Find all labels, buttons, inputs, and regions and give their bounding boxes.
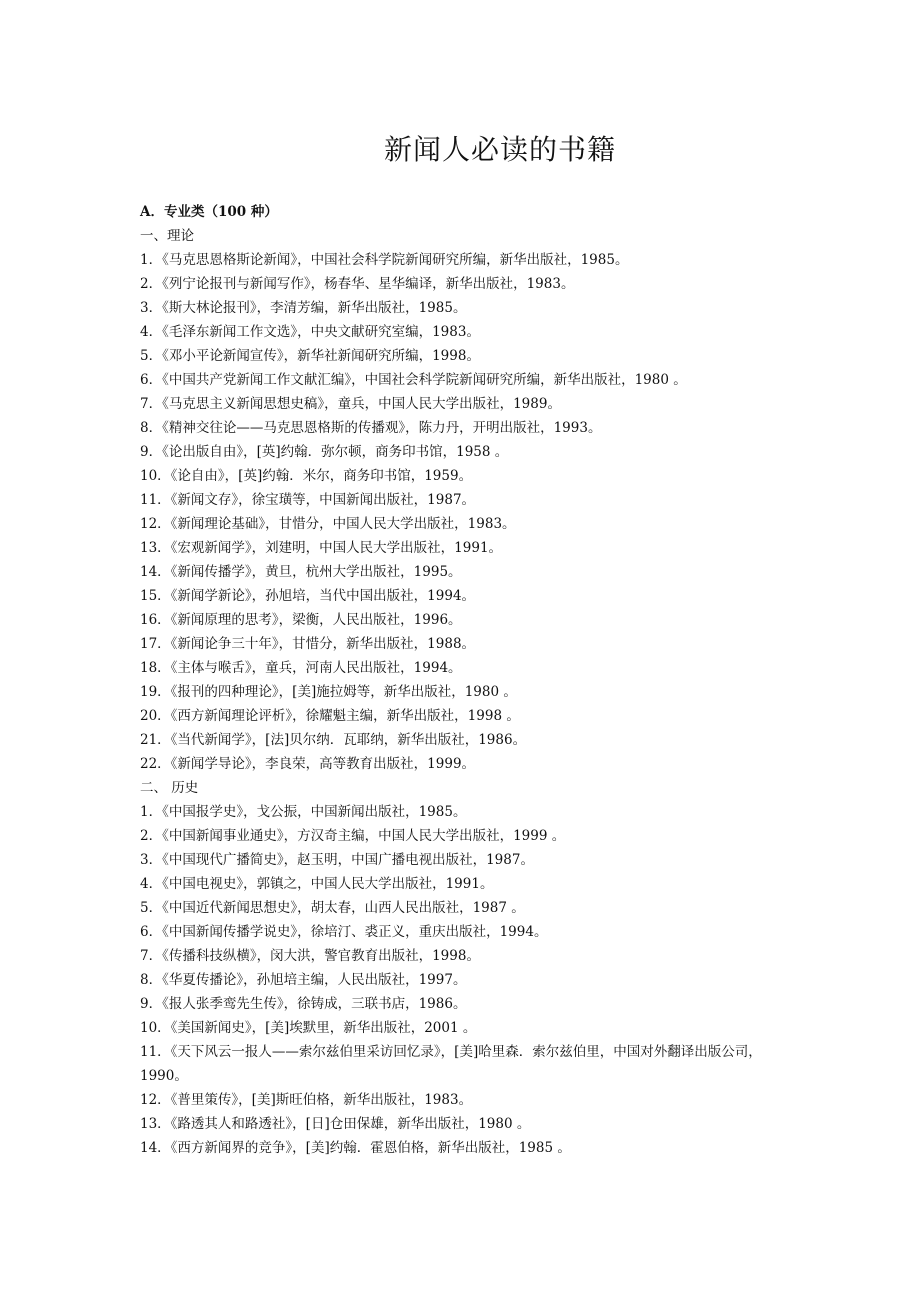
document-title: 新闻人必读的书籍	[383, 133, 616, 166]
section-heading-history: 二、 历史	[140, 780, 199, 796]
list-item: 11．《新闻文存》，徐宝璜等，中国新闻出版社，1987。	[140, 492, 476, 508]
list-item: 13．《宏观新闻学》，刘建明，中国人民大学出版社，1991。	[140, 540, 503, 556]
list-item: 2．《中国新闻事业通史》，方汉奇主编，中国人民大学出版社，1999 。	[140, 828, 566, 844]
list-item: 14．《新闻传播学》，黄旦，杭州大学出版社，1995。	[140, 564, 462, 580]
list-item: 13．《路透其人和路透社》，[日]仓田保雄，新华出版社，1980 。	[140, 1116, 531, 1132]
list-item: 16．《新闻原理的思考》，梁衡，人民出版社，1996。	[140, 612, 462, 628]
list-item: 10．《美国新闻史》，[美]埃默里，新华出版社，2001 。	[140, 1020, 477, 1036]
list-item: 15．《新闻学新论》，孙旭培，当代中国出版社，1994。	[140, 588, 476, 604]
list-item: 12．《普里策传》，[美]斯旺伯格，新华出版社，1983。	[140, 1092, 473, 1108]
list-item: 3．《斯大林论报刊》，李清芳编，新华出版社，1985。	[140, 300, 467, 316]
list-item: 9．《论出版自由》，[英]约翰．弥尔顿，商务印书馆，1958 。	[140, 444, 509, 460]
list-item: 4．《中国电视史》，郭镇之，中国人民大学出版社，1991。	[140, 876, 494, 892]
list-item: 18．《主体与喉舌》，童兵，河南人民出版社，1994。	[140, 660, 462, 676]
document-page	[140, 130, 800, 1160]
list-item: 19．《报刊的四种理论》，[美]施拉姆等，新华出版社，1980 。	[140, 684, 517, 700]
list-item: 8．《精神交往论——马克思恩格斯的传播观》，陈力丹，开明出版社，1993。	[140, 420, 602, 436]
list-item: 6．《中国新闻传播学说史》，徐培汀、裘正义，重庆出版社，1994。	[140, 924, 548, 940]
list-item: 7．《马克思主义新闻思想史稿》，童兵，中国人民大学出版社，1989。	[140, 396, 561, 412]
list-item: 5．《邓小平论新闻宣传》，新华社新闻研究所编，1998。	[140, 348, 480, 364]
list-item: 22．《新闻学导论》，李良荣，高等教育出版社，1999。	[140, 756, 476, 772]
list-item: 1．《中国报学史》，戈公振，中国新闻出版社，1985。	[140, 804, 467, 820]
section-heading-theory: 一、理论	[140, 228, 194, 244]
list-item: 2．《列宁论报刊与新闻写作》，杨春华、星华编译，新华出版社，1983。	[140, 276, 575, 292]
list-item: 8．《华夏传播论》，孙旭培主编，人民出版社，1997。	[140, 972, 467, 988]
list-item: 3．《中国现代广播简史》，赵玉明，中国广播电视出版社，1987。	[140, 852, 534, 868]
list-item: 12．《新闻理论基础》，甘惜分，中国人民大学出版社，1983。	[140, 516, 516, 532]
list-item: 7．《传播科技纵横》，闵大洪，警官教育出版社，1998。	[140, 948, 480, 964]
list-item: 17．《新闻论争三十年》，甘惜分，新华出版社，1988。	[140, 636, 476, 652]
list-item: 14．《西方新闻界的竞争》，[美]约翰．霍恩伯格，新华出版社，1985 。	[140, 1140, 571, 1156]
list-item: 4．《毛泽东新闻工作文选》，中央文献研究室编，1983。	[140, 324, 480, 340]
category-heading: A．专业类（100 种）	[140, 204, 278, 220]
list-item: 6．《中国共产党新闻工作文献汇编》，中国社会科学院新闻研究所编，新华出版社，1980 。	[140, 372, 687, 388]
list-item: 5．《中国近代新闻思想史》，胡太春，山西人民出版社，1987 。	[140, 900, 525, 916]
list-item: 9．《报人张季鸾先生传》，徐铸成，三联书店，1986。	[140, 996, 467, 1012]
list-item: 10．《论自由》，[英]约翰．米尔，商务印书馆，1959。	[140, 468, 473, 484]
list-item: 20．《西方新闻理论评析》，徐耀魁主编，新华出版社，1998 。	[140, 708, 520, 724]
list-item: 21．《当代新闻学》，[法]贝尔纳．瓦耶纳，新华出版社，1986。	[140, 732, 527, 748]
list-item: 1．《马克思恩格斯论新闻》，中国社会科学院新闻研究所编，新华出版社，1985。	[140, 252, 629, 268]
list-item: 11．《天下风云一报人——索尔兹伯里采访回忆录》，[美]哈里森．索尔兹伯里，中国对外翻译出版公司，1990。	[140, 1044, 762, 1084]
